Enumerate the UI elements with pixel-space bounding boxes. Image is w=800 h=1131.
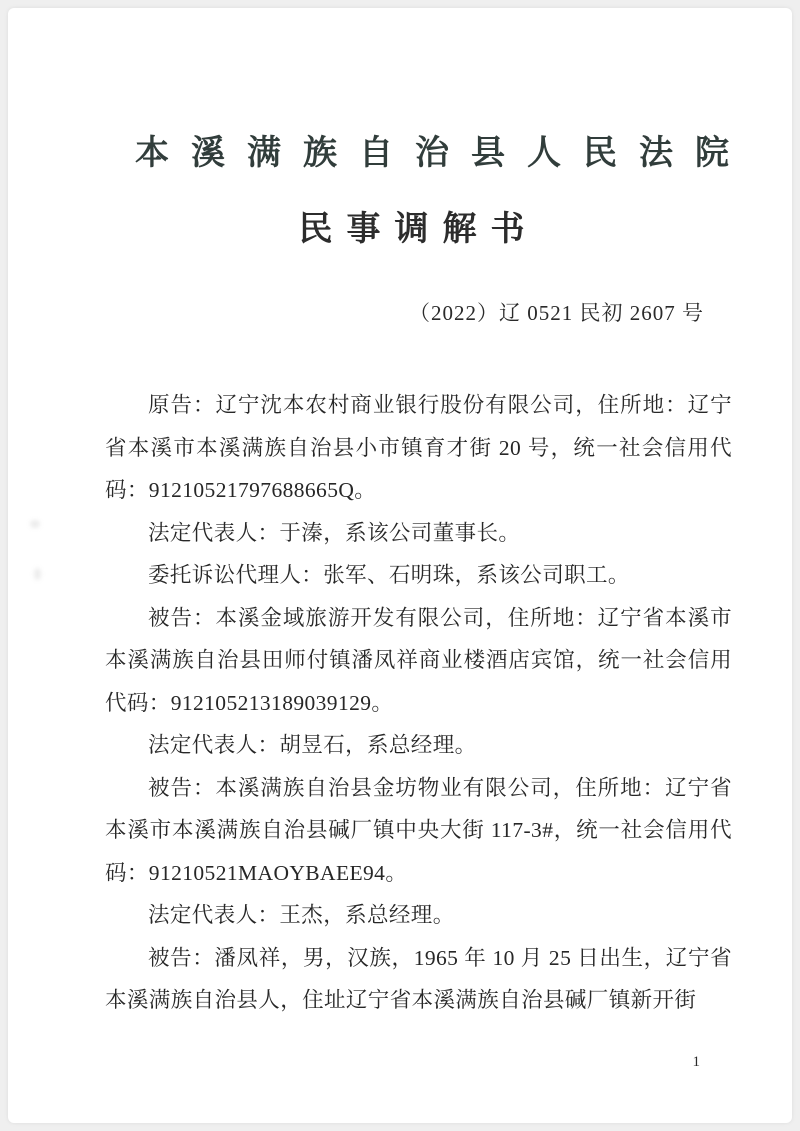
scan-smudge [30,520,40,528]
paragraph-defendant-3: 被告：潘凤祥，男，汉族，1965 年 10 月 25 日出生，辽宁省本溪满族自治县人，住址辽宁省本溪满族自治县碱厂镇新开街 [105,945,732,1012]
paragraph-plaintiff-legal-rep: 法定代表人：于溱，系该公司董事长。 [148,520,521,545]
document-type-title: 民事调解书 [298,211,539,248]
paragraph-defendant-2: 被告：本溪满族自治县金坊物业有限公司，住所地：辽宁省本溪市本溪满族自治县碱厂镇中央大街 117-3#，统一社会信用代码：91210521MAOYBAEE94。 [105,775,732,885]
document-body [105,384,732,1022]
paragraph-defendant-2-legal-rep: 法定代表人：王杰，系总经理。 [148,903,455,927]
paragraph-plaintiff: 原告：辽宁沈本农村商业银行股份有限公司，住所地：辽宁省本溪市本溪满族自治县小市镇育才街 20 号，统一社会信用代码：91210521797688665Q。 [105,393,732,502]
paragraph-defendant-1: 被告：本溪金域旅游开发有限公司，住所地：辽宁省本溪市本溪满族自治县田师付镇潘凤祥商业楼酒店宾馆，统一社会信用代码：912105213189039129。 [105,605,732,715]
document-content [8,8,792,1022]
case-number: （2022）辽 0521 民初 2607 号 [409,301,704,325]
document-page [8,8,792,1123]
paragraph-defendant-1-legal-rep: 法定代表人：胡昱石，系总经理。 [148,733,477,757]
court-name-title: 本溪满族自治县人民法院 [135,135,751,172]
scan-smudge [34,568,41,580]
paragraph-plaintiff-litigation-agents: 委托诉讼代理人：张军、石明珠，系该公司职工。 [148,563,630,587]
page-number: 1 [692,1054,700,1070]
